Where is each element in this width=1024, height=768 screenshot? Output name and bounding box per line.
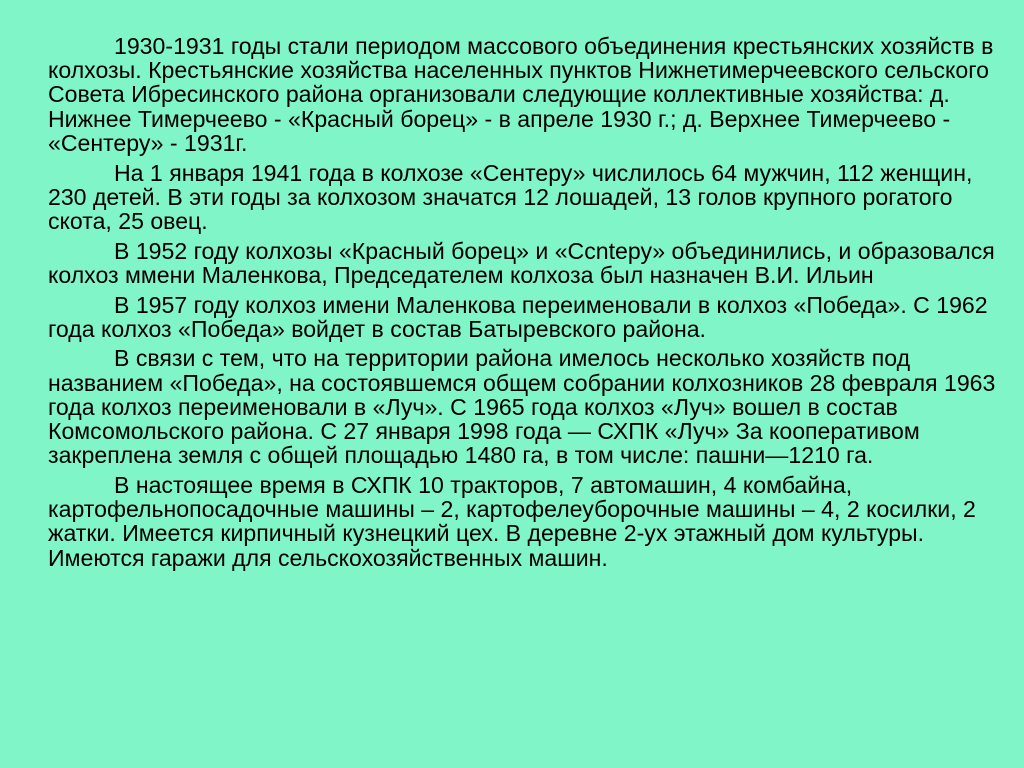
- paragraph-merger-1952: В 1952 году колхозы «Красный борец» и «Ссntеру» объединились, и образовался колхоз ммени Маленкова, Председателем колхоза был назначен В.И. Ильин: [48, 237, 995, 288]
- slide-text-body: [48, 34, 1016, 575]
- paragraph-rename-1963: В связи с тем, что на территории района имелось несколько хозяйств под названием «Победа», на состоявшемся общем собрании колхозников 28 февраля 1963 года колхоз переименовали в «Луч». С 1965 года колхоз «Луч» вошел в состав Комсомольского района. С 27 января 1998 года — СХПК «Луч» За кооперативом закреплена земля с общей площадью 1480 га, в том числе: пашни—1210 га.: [48, 345, 996, 469]
- paragraph-census-1941: На 1 января 1941 года в колхозе «Сентеру» числилось 64 мужчин, 112 женщин, 230 детей. В эти годы за колхозом значатся 12 лошадей, 13 голов крупного рогатого скота, 25 овец.: [48, 159, 973, 234]
- paragraph-present-day: В настоящее время в СХПК 10 тракторов, 7 автомашин, 4 комбайна, картофельнопосадочные машины – 2, картофелеуборочные машины – 4, 2 косилки, 2 жатки. Имеется кирпичный кузнецкий цех. В деревне 2-ух этажный дом культуры. Имеются гаражи для сельскохозяйственных машин.: [48, 471, 976, 571]
- paragraph-collectivization-1930: 1930-1931 годы стали периодом массового объединения крестьянских хозяйств в колхозы. Крестьянские хозяйства населенных пунктов Нижнетимерчеевского сельского Совета Ибресинского района организовали следующие коллективные хозяйства: д. Нижнее Тимерчеево - «Красный борец» - в апреле 1930 г.; д. Верхнее Тимерчеево - «Сентеру» - 1931г.: [48, 33, 994, 156]
- paragraph-rename-1957: В 1957 году колхоз имени Маленкова переименовали в колхоз «Победа». С 1962 года колхоз «Победа» войдет в состав Батыревского района.: [48, 291, 988, 342]
